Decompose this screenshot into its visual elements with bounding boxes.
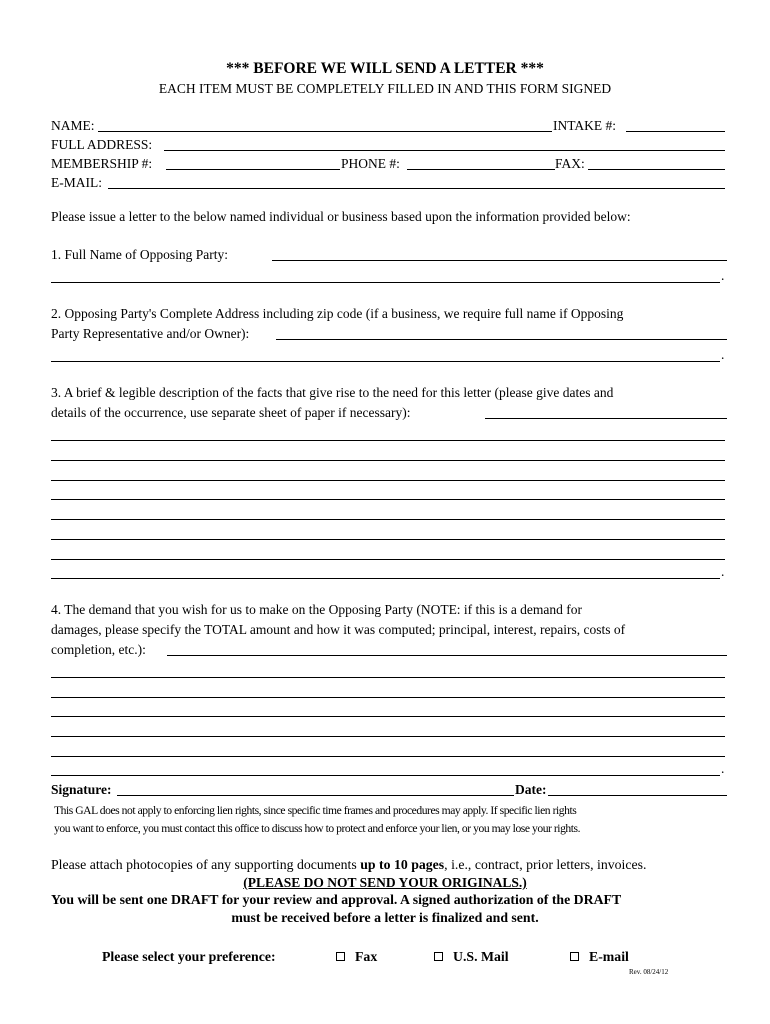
signature-label: Signature: — [51, 782, 112, 797]
q3-field[interactable] — [485, 405, 727, 419]
q4-line-7[interactable] — [51, 775, 720, 776]
q3-line-2[interactable] — [51, 440, 725, 441]
option-fax-label: Fax — [355, 949, 378, 964]
form-title: *** BEFORE WE WILL SEND A LETTER *** — [226, 60, 544, 77]
form-subtitle: EACH ITEM MUST BE COMPLETELY FILLED IN AND THIS FORM SIGNED — [158, 81, 612, 96]
us-mail-checkbox[interactable] — [434, 952, 443, 961]
intro-text: Please issue a letter to the below named individual or business based upon the information provided below: — [51, 209, 631, 224]
q1-period: . — [721, 268, 725, 283]
q2-period: . — [721, 347, 725, 362]
option-us-mail[interactable] — [434, 949, 509, 965]
phone-label: PHONE #: — [341, 156, 400, 171]
email-label: E-MAIL: — [51, 175, 102, 190]
q3-text-line2: details of the occurrence, use separate sheet of paper if necessary): — [51, 405, 411, 420]
q3-period: . — [721, 564, 725, 579]
name-label: NAME: — [51, 118, 95, 133]
q4-text-line3: completion, etc.): — [51, 642, 146, 657]
attach-prefix: Please attach photocopies of any supporting documents — [51, 857, 361, 872]
q1-label: 1. Full Name of Opposing Party: — [51, 247, 228, 262]
q2-line-2[interactable] — [51, 361, 720, 362]
fax-field[interactable] — [588, 156, 725, 170]
q3-line-3[interactable] — [51, 460, 725, 461]
q3-line-9[interactable] — [51, 578, 720, 579]
q3-line-4[interactable] — [51, 480, 725, 481]
q3-line-5[interactable] — [51, 499, 725, 500]
q2-field[interactable] — [276, 326, 727, 340]
attach-suffix: , i.e., contract, prior letters, invoices. — [444, 857, 647, 872]
attach-bold: up to 10 pages — [360, 857, 445, 872]
draft-line2: must be received before a letter is finalized and sent. — [231, 910, 539, 925]
q4-line-6[interactable] — [51, 756, 725, 757]
q3-line-8[interactable] — [51, 559, 725, 560]
q4-period: . — [721, 761, 725, 776]
date-label: Date: — [515, 782, 547, 797]
q4-line-5[interactable] — [51, 736, 725, 737]
draft-line1: You will be sent one DRAFT for your review and approval. A signed authorization of the DRAFT — [51, 892, 622, 907]
membership-label: MEMBERSHIP #: — [51, 156, 153, 171]
fax-label: FAX: — [555, 156, 585, 171]
q2-text-line1: 2. Opposing Party's Complete Address including zip code (if a business, we require full name if Opposing — [51, 306, 624, 321]
attach-text — [51, 857, 646, 873]
email-field[interactable] — [108, 175, 725, 189]
q3-text-line1: 3. A brief & legible description of the facts that give rise to the need for this letter (please give dates and — [51, 385, 614, 400]
option-fax[interactable] — [336, 949, 377, 965]
no-originals-notice: (PLEASE DO NOT SEND YOUR ORIGINALS.) — [243, 875, 527, 890]
q1-field[interactable] — [272, 247, 727, 261]
full-address-field[interactable] — [164, 137, 725, 151]
option-email[interactable] — [570, 949, 629, 965]
q3-line-7[interactable] — [51, 539, 725, 540]
q4-line-3[interactable] — [51, 697, 725, 698]
q4-field[interactable] — [167, 642, 727, 656]
preference-label: Please select your preference: — [102, 949, 276, 964]
signature-field[interactable] — [117, 782, 514, 796]
disclaimer-line1: This GAL does not apply to enforcing lien rights, since specific time frames and procedures may apply. If specific lien rights — [54, 804, 577, 817]
option-email-label: E-mail — [589, 949, 629, 964]
email-checkbox[interactable] — [570, 952, 579, 961]
intake-label: INTAKE #: — [553, 118, 617, 133]
disclaimer-line2: you want to enforce, you must contact this office to discuss how to protect and enforce your lien, or you may lose your rights. — [54, 822, 581, 835]
date-field[interactable] — [548, 782, 727, 796]
q4-text-line2: damages, please specify the TOTAL amount and how it was computed; principal, interest, repairs, costs of — [51, 622, 626, 637]
q4-line-4[interactable] — [51, 716, 725, 717]
intake-field[interactable] — [626, 118, 725, 132]
membership-field[interactable] — [166, 156, 340, 170]
q1-line-2[interactable] — [51, 282, 720, 283]
name-field[interactable] — [98, 118, 552, 132]
q4-line-2[interactable] — [51, 677, 725, 678]
fax-checkbox[interactable] — [336, 952, 345, 961]
option-us-mail-label: U.S. Mail — [453, 949, 509, 964]
q3-line-6[interactable] — [51, 519, 725, 520]
phone-field[interactable] — [407, 156, 555, 170]
q2-text-line2: Party Representative and/or Owner): — [51, 326, 250, 341]
q4-text-line1: 4. The demand that you wish for us to make on the Opposing Party (NOTE: if this is a demand for — [51, 602, 583, 617]
full-address-label: FULL ADDRESS: — [51, 137, 153, 152]
revision-date: Rev. 08/24/12 — [629, 968, 669, 976]
